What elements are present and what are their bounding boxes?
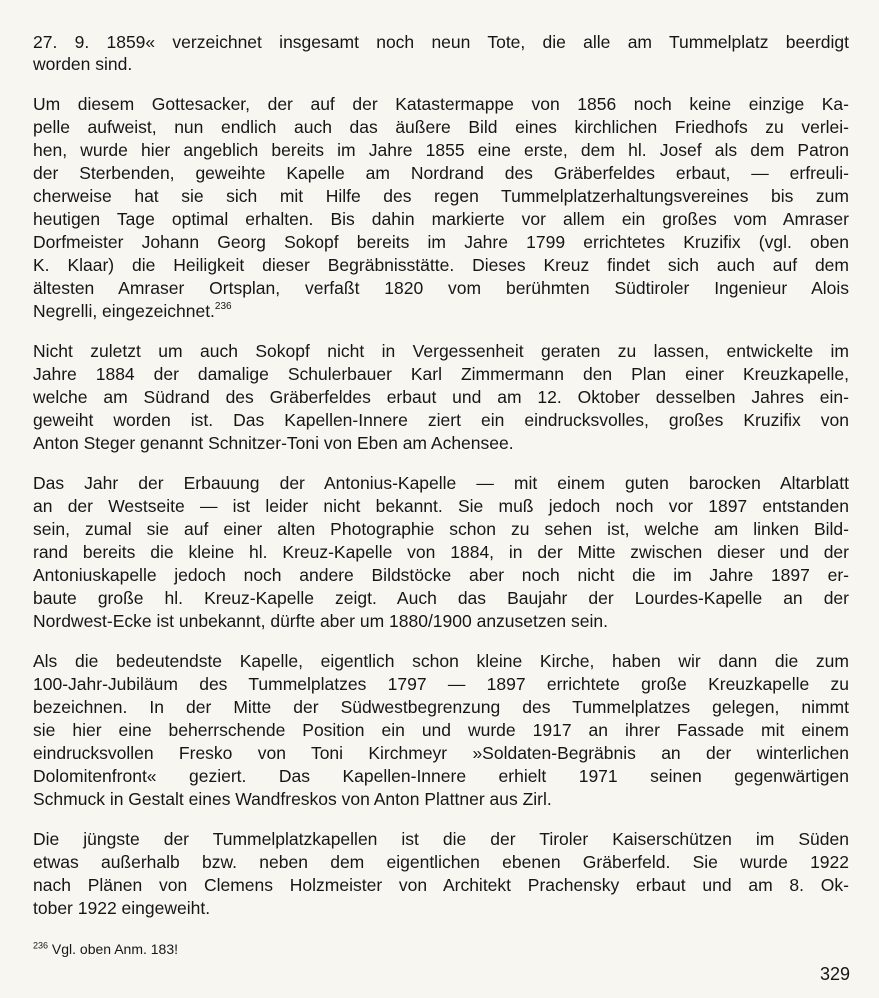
text-line (33, 300, 849, 322)
text-line-content: Negrelli, eingezeichnet. (33, 301, 215, 321)
text-line: baute große hl. Kreuz-Kapelle zeigt. Auch das Baujahr der Lourdes-Kapelle an der (33, 588, 849, 608)
text-line: tober 1922 eingeweiht. (33, 898, 211, 918)
text-line: 100-Jahr-Jubiläum des Tummelplatzes 1797 — 1897 errichtete große Kreuzkapelle zu (33, 674, 849, 694)
footnote (33, 939, 178, 959)
text-line: Antoniuskapelle jedoch noch andere Bildstöcke aber noch nicht die im Jahre 1897 er- (33, 565, 849, 585)
text-line: welche am Südrand des Gräberfeldes erbaut und am 12. Oktober desselben Jahres ein- (33, 387, 849, 407)
text-line: etwas außerhalb bzw. neben dem eigentlichen ebenen Gräberfeld. Sie wurde 1922 (33, 852, 849, 872)
text-line: Nicht zuletzt um auch Sokopf nicht in Vergessenheit geraten zu lassen, entwickelte im (33, 341, 849, 361)
text-line: Schmuck in Gestalt eines Wandfreskos von Anton Plattner aus Zirl. (33, 789, 552, 809)
text-line: hen, wurde hier angeblich bereits im Jahre 1855 eine erste, dem hl. Josef als dem Patron (33, 140, 849, 160)
text-line: K. Klaar) die Heiligkeit dieser Begräbnisstätte. Dieses Kreuz findet sich auch auf dem (33, 255, 849, 275)
text-line: pelle aufweist, nun endlich auch das äußere Bild eines kirchlichen Friedhofs zu verlei- (33, 117, 849, 137)
text-line: Jahre 1884 der damalige Schulerbauer Karl Zimmermann den Plan einer Kreuzkapelle, (33, 364, 849, 384)
footnote-reference: 236 (214, 301, 232, 313)
text-line: heutigen Tage optimal erhalten. Bis dahin markierte vor allem ein großes vom Amraser (33, 209, 849, 229)
text-line: nach Plänen von Clemens Holzmeister von Architekt Prachensky erbaut und am 8. Ok- (33, 875, 849, 895)
text-line: Das Jahr der Erbauung der Antonius-Kapelle — mit einem guten barocken Altarblatt (33, 473, 849, 493)
text-line: ältesten Amraser Ortsplan, verfaßt 1820 vom berühmten Südtiroler Ingenieur Alois (33, 278, 849, 298)
text-line: geweiht worden ist. Das Kapellen-Innere ziert ein eindrucksvolles, großes Kruzifix von (33, 410, 849, 430)
text-line: sein, zumal sie auf einer alten Photographie schon zu sehen ist, welche am linken Bild- (33, 519, 849, 539)
text-line: rand bereits die kleine hl. Kreuz-Kapelle von 1884, in der Mitte zwischen dieser und der (33, 542, 849, 562)
text-line: der Sterbenden, geweihte Kapelle am Nordrand des Gräberfeldes erbaut, — erfreuli- (33, 163, 849, 183)
text-line: Die jüngste der Tummelplatzkapellen ist die der Tiroler Kaiserschützen im Süden (33, 829, 849, 849)
text-line: Nordwest-Ecke ist unbekannt, dürfte aber um 1880/1900 anzusetzen sein. (33, 611, 608, 631)
text-line: cherweise hat sie sich mit Hilfe des regen Tummelplatzerhaltungsvereines bis zum (33, 186, 849, 206)
text-line: 27. 9. 1859« verzeichnet insgesamt noch neun Tote, die alle am Tummelplatz beerdigt (33, 32, 849, 52)
text-line: sie hier eine beherrschende Position ein und wurde 1917 an ihrer Fassade mit einem (33, 720, 849, 740)
text-line: eindrucksvollen Fresko von Toni Kirchmeyr »Soldaten-Begräbnis an der winterlichen (33, 743, 849, 763)
text-line: Als die bedeutendste Kapelle, eigentlich schon kleine Kirche, haben wir dann die zum (33, 651, 849, 671)
text-line: Um diesem Gottesacker, der auf der Katastermappe von 1856 noch keine einzige Ka- (33, 94, 849, 114)
page-number: 329 (819, 964, 850, 984)
text-line: Dolomitenfront« geziert. Das Kapellen-Innere erhielt 1971 seinen gegenwärtigen (33, 766, 849, 786)
text-line: Dorfmeister Johann Georg Sokopf bereits im Jahre 1799 errichtetes Kruzifix (vgl. oben (33, 232, 849, 252)
text-line: Anton Steger genannt Schnitzer-Toni von Eben am Achensee. (33, 433, 514, 453)
text-line: bezeichnen. In der Mitte der Südwestbegrenzung des Tummelplatzes gelegen, nimmt (33, 697, 849, 717)
text-line: worden sind. (33, 54, 133, 74)
text-line: an der Westseite — ist leider nicht bekannt. Sie muß jedoch noch vor 1897 entstanden (33, 496, 849, 516)
footnote-number: 236 (33, 940, 49, 951)
footnote-text: Vgl. oben Anm. 183! (51, 941, 179, 957)
